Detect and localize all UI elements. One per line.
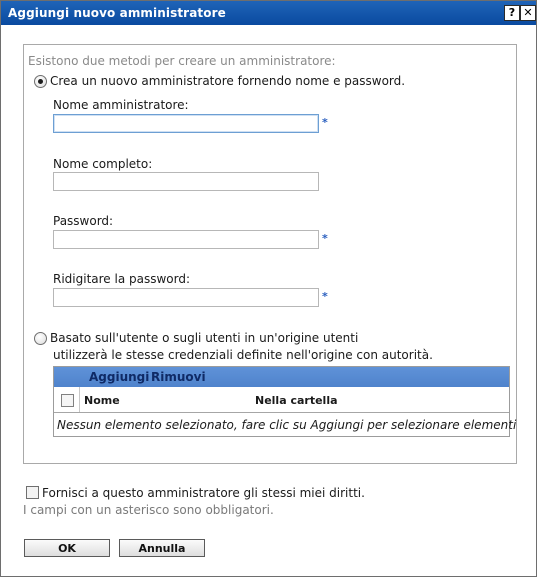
dialog-title: Aggiungi nuovo amministratore [8, 6, 226, 20]
same-rights-label: Fornisci a questo amministratore gli stessi miei diritti. [42, 486, 365, 500]
column-divider [79, 387, 80, 412]
retype-password-input[interactable] [53, 288, 319, 307]
radio-user-source[interactable] [34, 332, 47, 345]
table-empty-message: Nessun elemento selezionato, fare clic su Aggiungi per selezionare elementi [57, 418, 517, 432]
required-marker-admin-name: * [322, 116, 328, 129]
column-header-name[interactable]: Nome [84, 394, 120, 407]
full-name-label: Nome completo: [53, 157, 153, 171]
radio-user-source-sublabel: utilizzerà le stesse credenziali definite nell'origine con autorità. [53, 348, 433, 362]
radio-new-admin-label: Crea un nuovo amministratore fornendo nome e password. [50, 74, 406, 88]
table-toolbar [54, 367, 509, 387]
close-icon: ✕ [523, 6, 533, 19]
help-button[interactable] [504, 5, 520, 21]
remove-button[interactable]: Rimuovi [151, 370, 206, 384]
radio-new-admin[interactable] [34, 75, 47, 88]
radio-user-source-label: Basato sull'utente o sugli utenti in un'origine utenti [50, 331, 359, 345]
admin-name-label: Nome amministratore: [53, 98, 189, 112]
required-marker-password: * [322, 232, 328, 245]
help-icon: ? [508, 6, 516, 19]
ok-button[interactable]: OK [24, 539, 110, 557]
intro-text: Esistono due metodi per creare un amministratore: [28, 54, 336, 68]
required-marker-retype-password: * [322, 290, 328, 303]
password-label: Password: [53, 214, 114, 228]
retype-password-label: Ridigitare la password: [53, 272, 191, 286]
selected-users-table [53, 366, 517, 437]
cancel-button[interactable]: Annulla [119, 539, 205, 557]
table-header [54, 387, 509, 413]
select-all-checkbox[interactable] [61, 394, 74, 407]
close-button[interactable] [520, 5, 536, 21]
same-rights-checkbox[interactable] [26, 486, 39, 499]
title-bar [1, 1, 536, 25]
column-header-folder[interactable]: Nella cartella [255, 394, 338, 407]
password-input[interactable] [53, 230, 319, 249]
full-name-input[interactable] [53, 172, 319, 191]
admin-name-input[interactable] [53, 114, 319, 133]
add-button[interactable]: Aggiungi [89, 370, 150, 384]
required-fields-note: I campi con un asterisco sono obbligatori. [23, 503, 274, 517]
